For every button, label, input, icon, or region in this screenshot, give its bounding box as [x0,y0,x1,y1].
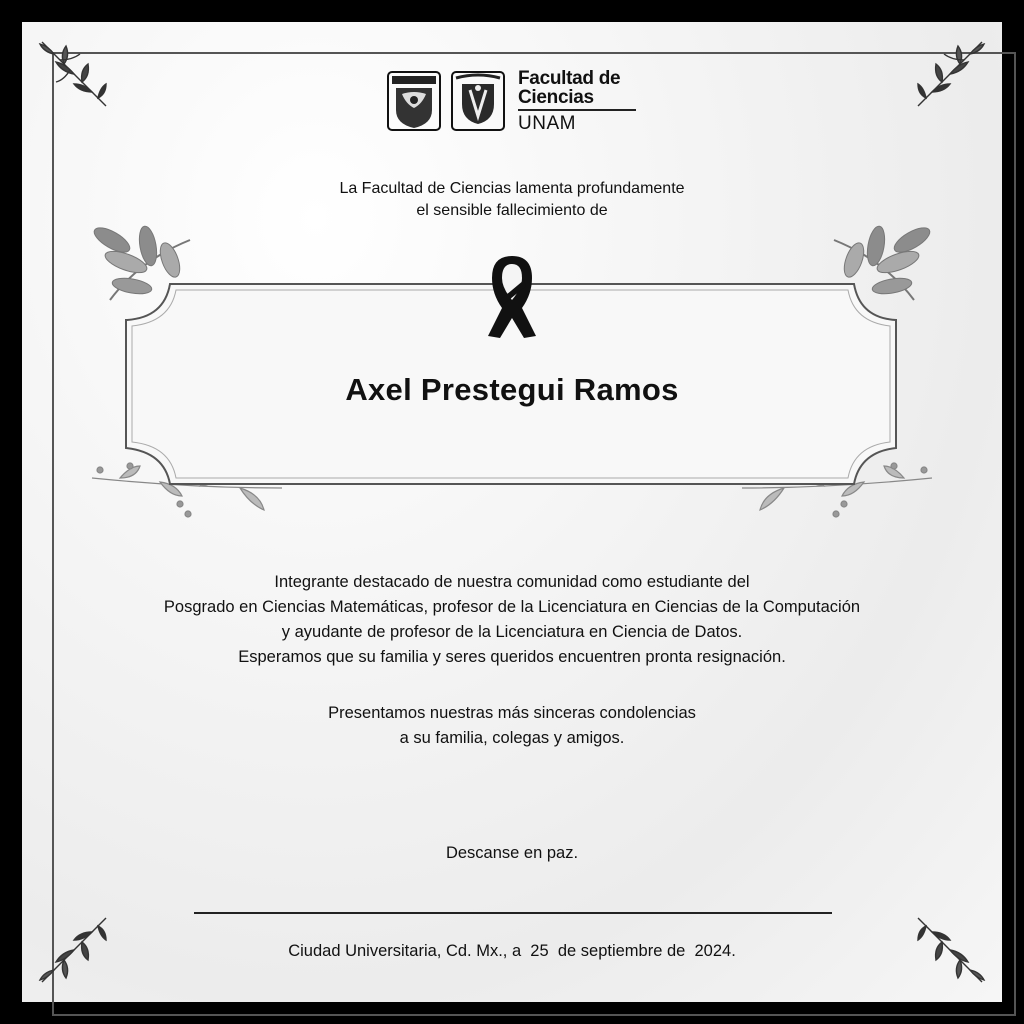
closing-text: Descanse en paz. [445,844,579,862]
wordmark-line2: Ciencias [518,87,594,109]
signature-line [194,912,832,914]
deceased-name: Axel Prestegui Ramos [345,372,679,407]
wordmark-line1: Facultad de [518,68,621,90]
place-and-date: Ciudad Universitaria, Cd. Mx., a 25 de septiembre de 2024. [288,942,736,960]
wordmark-line3: UNAM [518,112,576,134]
tribute-paragraph [0,570,1024,670]
tribute-line: y ayudante de profesor de la Licenciatura en Ciencia de Datos. [281,623,743,641]
intro-line: La Facultad de Ciencias lamenta profundamente [339,180,685,197]
condolence-paragraph [0,701,1024,751]
tribute-line: Esperamos que su familia y seres queridos encuentren pronta resignación. [238,648,786,666]
condolence-line: a su familia, colegas y amigos. [399,729,625,747]
intro-line: el sensible fallecimiento de [416,202,608,219]
tribute-line: Integrante destacado de nuestra comunidad como estudiante del [274,573,750,591]
tribute-line: Posgrado en Ciencias Matemáticas, profesor de la Licenciatura en Ciencias de la Computación [163,598,861,616]
condolence-line: Presentamos nuestras más sinceras condolencias [328,704,696,722]
